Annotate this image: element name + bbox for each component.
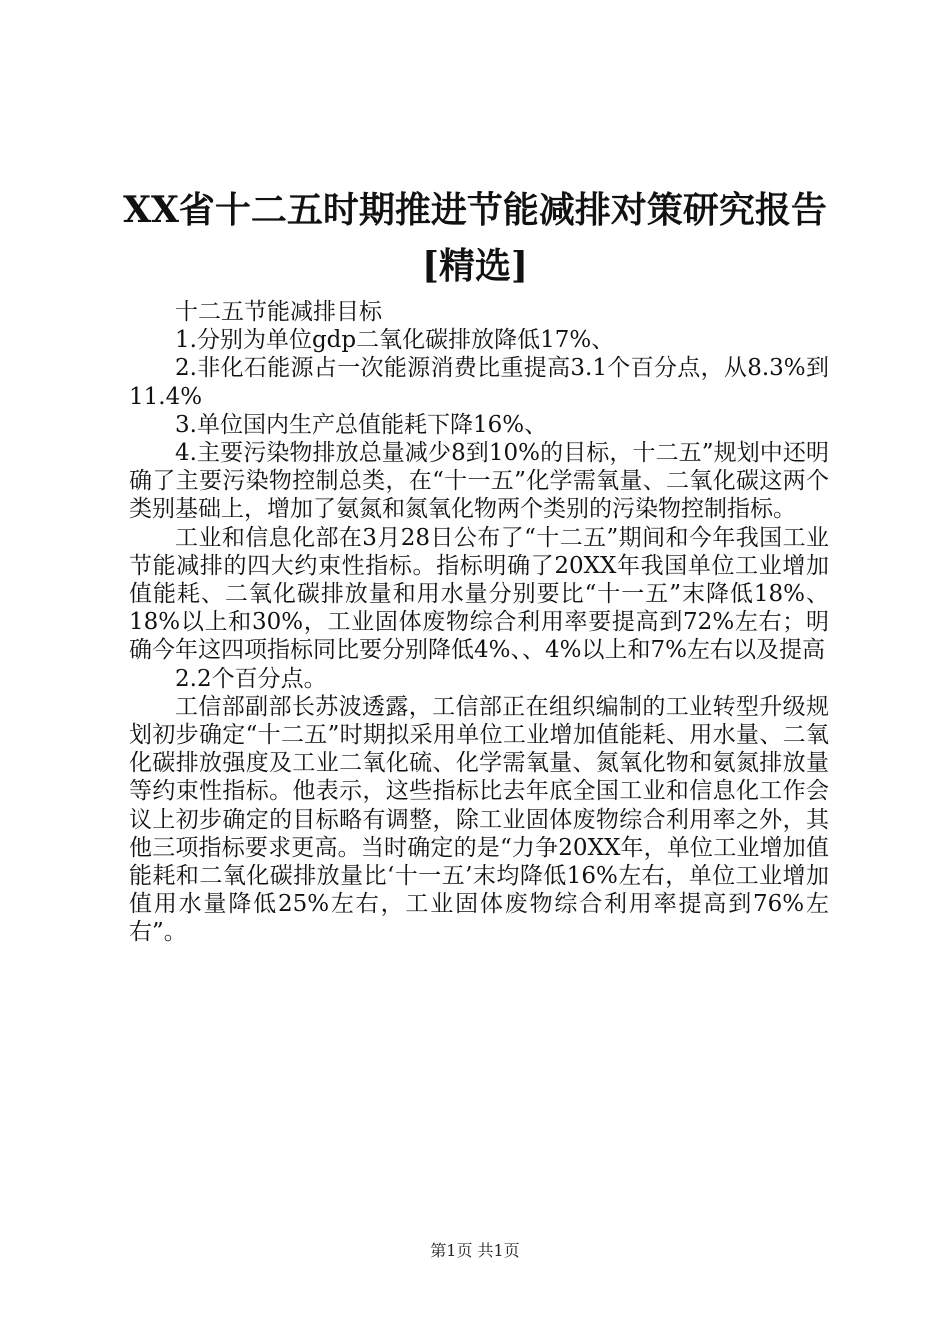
paragraph-vice-minister: 工信部副部长苏波透露，工信部正在组织编制的工业转型升级规划初步确定“十二五”时期拟采用单位工业增加值能耗、用水量、二氧化碳排放强度及工业二氧化硫、化学需氧量、氮氧化物和氨氮排放量等约束性指标。他表示，这些指标比去年底全国工业和信息化工作会议上初步确定的目标略有调整，除工业固体废物综合利用率之外，其他三项指标要求更高。当时确定的是“力争20XX年，单位工业增加值能耗和二氧化碳排放量比‘十一五’末均降低16%左右，单位工业增加值用水量降低25%左右，工业固体废物综合利用率提高到76%左右”。	[129, 693, 829, 946]
paragraph-item-4: 4.主要污染物排放总量减少8到10%的目标，十二五”规划中还明确了主要污染物控制总类，在“十一五”化学需氧量、二氧化碳这两个类别基础上，增加了氨氮和氮氧化物两个类别的污染物控制指标。	[129, 440, 829, 523]
page-footer: 第1页 共1页	[430, 1241, 520, 1260]
paragraph-percentage-points: 2.2个百分点。	[175, 665, 327, 692]
document-body	[129, 298, 829, 947]
document-title-line1: XX省十二五时期推进节能减排对策研究报告	[123, 189, 827, 231]
document-title-line2: [精选]	[421, 245, 529, 287]
paragraph-item-1: 1.分别为单位gdp二氧化碳排放降低17%、	[175, 327, 615, 354]
paragraph-ministry-indicators: 工业和信息化部在3月28日公布了“十二五”期间和今年我国工业节能减排的四大约束性指标。指标明确了20XX年我国单位工业增加值能耗、二氧化碳排放量和用水量分别要比“十一五”末降低18%、18%以上和30%，工业固体废物综合利用率要提高到72%左右；明确今年这四项指标同比要分别降低4%、、4%以上和7%左右以及提高	[129, 524, 829, 664]
paragraph-heading: 十二五节能减排目标	[175, 299, 382, 325]
paragraph-item-2: 2.非化石能源占一次能源消费比重提高3.1个百分点，从8.3%到11.4%	[129, 355, 829, 410]
paragraph-item-3: 3.单位国内生产总值能耗下降16%、	[175, 411, 548, 438]
